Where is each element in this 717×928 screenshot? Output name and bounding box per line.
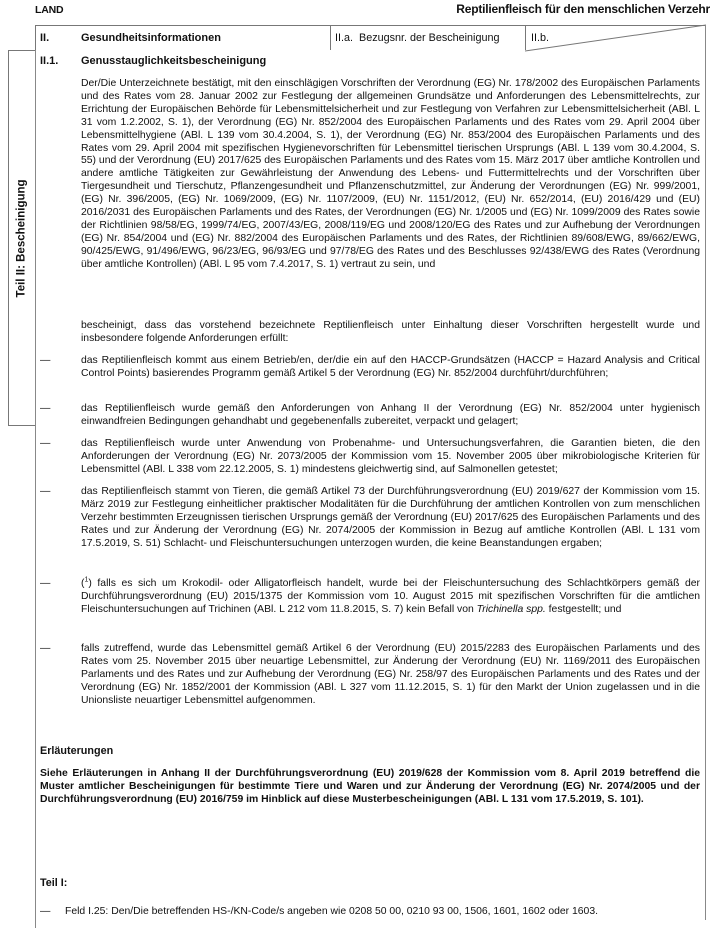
footnote-ref: 1: [84, 576, 89, 584]
list-dash: —: [40, 643, 51, 654]
list-dash: —: [40, 355, 51, 366]
header-left-border: [35, 25, 36, 50]
document-title: Reptilienfleisch für den menschlichen Verzehr: [456, 2, 710, 16]
reference-b-field[interactable]: II.b.: [531, 32, 550, 44]
explanations-body: Siehe Erläuterungen in Anhang II der Durchführungsverordnung (EU) 2019/628 der Kommission vom 8. April 2019 betreffend die Muster amtlicher Bescheinigungen für bestimmte Tiere und Waren und zur Änderung der Verordnung (EG) Nr. 2074/2005 und der Durchführungsverordnung (EU) 2016/759 im Hinblick auf diese Musterbescheinigungen (ABl. L 131 vom 17.5.2019, S. 101).: [40, 768, 700, 805]
list-item: falls zutreffend, wurde das Lebensmittel gemäß Artikel 6 der Verordnung (EU) 2015/2283 des Europäischen Parlaments und des Rates vom 25. November 2015 über neuartige Lebensmittel, zur Änderung der Verordnung (EU) Nr. 1169/2011 des Europäischen Parlaments und des Rates und zur Aufhebung der Verordnung (EG) Nr. 258/97 des Europäischen Parlaments und des Rates und der Verordnung (EG) Nr. 1852/2001 der Kommission (ABl. L 327 vom 11.12.2015, S. 1) für den Markt der Union zugelassen und in die Unionsliste neuartiger Lebensmittel aufgenommen.: [81, 643, 700, 706]
frame-left-border: [35, 50, 36, 928]
part1-dash: —: [40, 906, 51, 917]
list-dash: —: [40, 438, 51, 449]
reference-b-diagonal: [525, 24, 707, 52]
list-item: das Reptilienfleisch kommt aus einem Betrieb/en, der/die ein auf den HACCP-Grundsätzen (HACCP = Hazard Analysis and Critical Control Points) basierendes Programm gemäß Artikel 5 der Verordnung (EG) Nr. 852/2004 durchführt/durchführen;: [81, 355, 700, 379]
side-tab: [8, 50, 35, 426]
certificate-number: II.1.: [40, 55, 59, 67]
part1-heading: Teil I:: [40, 877, 68, 889]
list-item: ($^1$) falls es sich um Krokodil- oder Alligatorfleisch handelt, wurde bei der Fleischuntersuchung des Schlachtkörpers gemäß der Durchführungsverordnung (EU) 2015/1375 der Kommission vom 10. August 2015 mit spezifischen Vorschriften für die amtlichen Fleischuntersuchungen auf Trichinen (ABl. L 212 vom 11.8.2015, S. 7) kein Befall von Trichinella spp. festgestellt; und: [81, 576, 700, 615]
list-item: das Reptilienfleisch wurde unter Anwendung von Probenahme- und Untersuchungsverfahren, die Garantien bieten, die den Anforderungen der Verordnung (EG) Nr. 2073/2005 der Kommission vom 15. November 2005 über mikrobiologische Kriterien für Lebensmittel (ABl. L 338 vom 22.12.2005, S. 1) mindestens gleichwertig sind, auf Salmonellen getestet;: [81, 438, 700, 475]
section-number: II.: [40, 32, 50, 44]
certificate-title: Genusstauglichkeitsbescheinigung: [81, 55, 267, 67]
certificate-intro: Der/Die Unterzeichnete bestätigt, mit den einschlägigen Vorschriften der Verordnung (EG) Nr. 178/2002 des Europäischen Parlaments und des Rates vom 28. Januar 2002 zur Festlegung der allgemeinen Grundsätze und Anforderungen des Lebensmittelrechts, zur Errichtung der Europäischen Behörde für Lebensmittelsicherheit und zur Festlegung von Verfahren zur Lebensmittelsicherheit (ABl. L 31 vom 1.2.2002, S. 1), der Verordnung (EG) Nr. 852/2004 des Europäischen Parlaments und des Rates vom 29. April 2004 über Lebensmittelhygiene (ABl. L 139 vom 30.4.2004, S. 1), der Verordnung (EG) Nr. 853/2004 des Europäischen Parlaments und des Rates vom 29. April 2004 mit spezifischen Hygienevorschriften für Lebensmittel tierischen Ursprungs (ABl. L 139 vom 30.4.2004, S. 55) und der Verordnung (EU) 2017/625 des Europäischen Parlaments und des Rates vom 15. März 2017 über amtliche Kontrollen und andere amtliche Tätigkeiten zur Gewährleistung der Anwendung des Lebens- und Futtermittelrechts und der Vorschriften über Tiergesundheit und Tierschutz, Pflanzengesundheit und Pflanzenschutzmittel, zur Änderung der Verordnungen (EG) Nr. 999/2001, (EG) Nr. 396/2005, (EG) Nr. 1069/2009, (EG) Nr. 1107/2009, (EU) Nr. 1151/2012, (EU) Nr. 652/2014, (EU) 2016/429 und (EU) 2016/2031 des Europäischen Parlaments und des Rates, der Verordnungen (EG) Nr. 1/2005 und (EG) Nr. 1099/2009 des Rates sowie der Richtlinien 98/58/EG, 1999/74/EG, 2007/43/EG, 2008/119/EG und 2008/120/EG des Rates und zur Aufhebung der Verordnungen (EG) Nr. 854/2004 und (EG) Nr. 882/2004 des Europäischen Parlaments und des Rates, der Richtlinien 89/608/EWG, 89/662/EWG, 90/425/EWG, 91/496/EWG, 96/23/EG, 96/93/EG und 97/78/EG des Rates und des Beschlusses 92/438/EWG des Rates (Verordnung über amtliche Kontrollen) (ABl. L 95 vom 7.4.2017, S. 1) vertraut zu sein, und: [81, 78, 700, 270]
section-title: Gesundheitsinformationen: [81, 32, 221, 44]
list-item-text: falls es sich um Krokodil- oder Alligatorfleisch handelt, wurde bei der Fleischuntersuchung des Schlachtkörpers gemäß der Durchführungsverordnung (EU) 2015/1375 der Kommission vom 10. August 2015 mit spezifischen Vorschriften für die amtlichen Fleischuntersuchungen auf Trichinen (ABl. L 212 vom 11.8.2015, S. 7) kein Befall von: [81, 578, 700, 615]
certificate-certifies: bescheinigt, dass das vorstehend bezeichnete Reptilienfleisch unter Einhaltung dieser Vorschriften hergestellt wurde und insbesondere folgende Anforderungen erfüllt:: [81, 320, 700, 344]
side-tab-label: Teil II: Bescheinigung: [15, 179, 28, 297]
country-label: LAND: [35, 4, 64, 16]
species-name: Trichinella spp.: [476, 603, 546, 615]
list-dash: —: [40, 403, 51, 414]
reference-number-field[interactable]: II.a. Bezugsnr. der Bescheinigung: [335, 32, 500, 44]
list-item-text-end: festgestellt; und: [545, 603, 622, 615]
header-divider-a: [330, 25, 331, 50]
explanations-heading: Erläuterungen: [40, 745, 114, 757]
list-dash: —: [40, 486, 51, 497]
frame-right-border: [705, 25, 706, 920]
list-item: das Reptilienfleisch wurde gemäß den Anforderungen von Anhang II der Verordnung (EG) Nr. 852/2004 unter hygienisch einwandfreien Bedingungen gehandhabt und gegebenenfalls zubereitet, verpackt und gelagert;: [81, 403, 700, 427]
list-item: das Reptilienfleisch stammt von Tieren, die gemäß Artikel 73 der Durchführungsverordnung (EU) 2019/627 der Kommission vom 15. März 2019 zur Festlegung einheitlicher praktischer Modalitäten für die Durchführung der amtlichen Kontrollen von zum menschlichen Verzehr bestimmten Erzeugnissen tierischen Ursprungs gemäß der Verordnung (EU) 2017/625 des Europäischen Parlaments und des Rates und zur Änderung der Verordnung (EG) Nr. 2074/2005 der Kommission in Bezug auf amtliche Kontrollen (ABl. L 131 vom 17.5.2019, S. 51) Schlacht- und Fleischuntersuchungen unterzogen wurden, die keine Beanstandungen ergaben;: [81, 486, 700, 549]
list-dash: —: [40, 578, 51, 589]
part1-note: Feld I.25: Den/Die betreffenden HS-/KN-Code/s angeben wie 0208 50 00, 0210 93 00, 1506, 1601, 1602 oder 1603.: [65, 906, 599, 917]
